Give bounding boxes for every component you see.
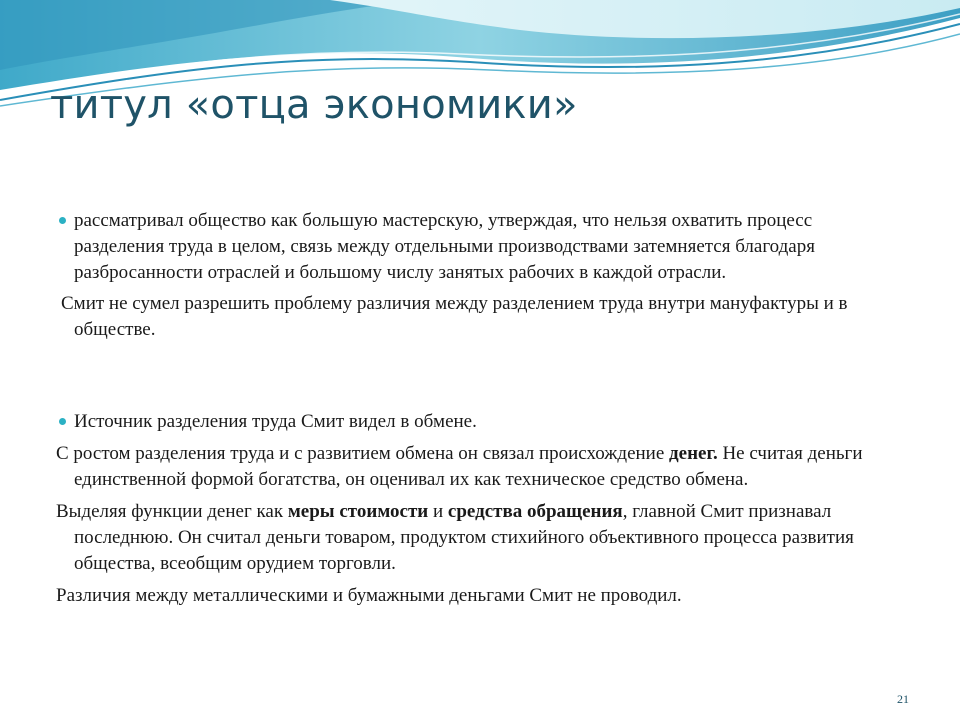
page-number: 21 [897,692,909,706]
paragraph-4: С ростом разделения труда и с развитием обмена он связал происхождение денег. Не считая деньги единственной формой богатства, он оценивал их как техническое средство обмена. [56,443,863,490]
paragraph-2: Смит не сумел разрешить проблему различия между разделением труда внутри мануфактуры и в обществе. [61,293,848,340]
bold-term-measure-of-value: меры стоимости [287,501,429,522]
paragraph-1: рассматривал общество как большую мастерскую, утверждая, что нельзя охватить процесс разделения труда в целом, связь между отдельными производствами затемняется благодаря разбросанности отраслей и большому числу занятых рабочих в каждой отрасли. [56,208,906,286]
slide-title: титул «отца экономики» [50,82,578,128]
paragraph-3: Источник разделения труда Смит видел в обмене. [56,409,906,435]
slide-body [56,208,906,609]
bold-term-medium-of-exchange: средства обращения [447,501,623,522]
paragraph-6: Различия между металлическими и бумажными деньгами Смит не проводил. [56,585,682,606]
bold-term-money: денег. [669,443,718,464]
paragraph-5: Выделяя функции денег как меры стоимости и средства обращения, главной Смит признавал последнюю. Он считал деньги товаром, продуктом стихийного объективного процесса развития общества, всеобщим орудием торговли. [56,501,854,574]
